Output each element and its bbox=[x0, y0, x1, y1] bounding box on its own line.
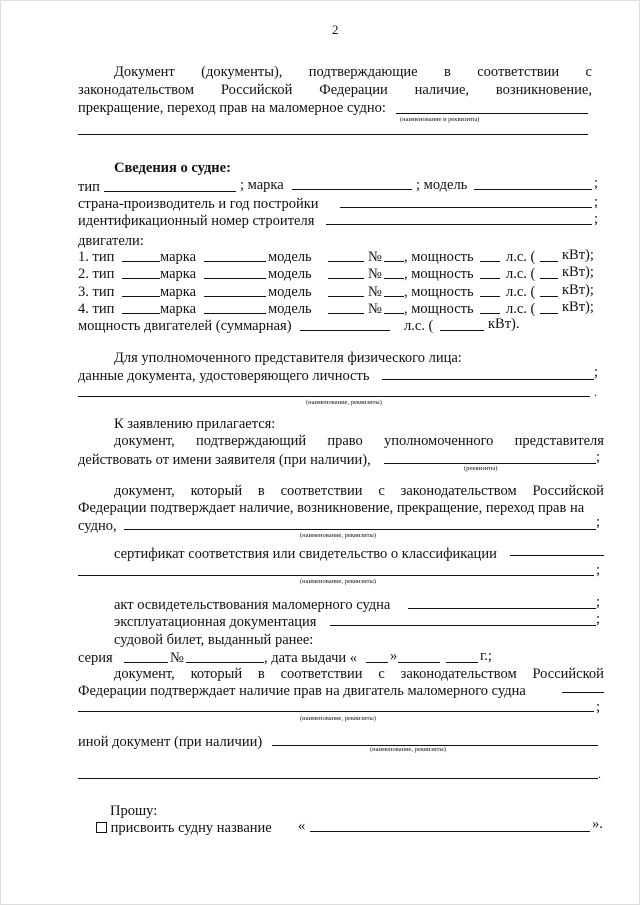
total-kw-field[interactable] bbox=[440, 330, 484, 331]
issue-date-label: , дата выдачи « bbox=[264, 650, 358, 666]
attach-1-line-2: действовать от имени заявителя (при наличии), bbox=[78, 452, 371, 468]
engine-kw-label: кВт); bbox=[562, 247, 594, 263]
engine-power-label: , мощность bbox=[404, 249, 474, 265]
rep-field[interactable] bbox=[382, 379, 594, 380]
engine-kw-field[interactable] bbox=[540, 278, 558, 279]
semicolon: ; bbox=[596, 562, 601, 578]
word: соответствии bbox=[477, 64, 560, 80]
doc-line-3: прекращение, переход прав на маломерное судно: bbox=[78, 100, 386, 116]
word: документ, bbox=[114, 433, 175, 449]
word: (документы), bbox=[201, 64, 283, 80]
quote-close: » bbox=[390, 648, 398, 664]
open-quote: « bbox=[298, 818, 306, 834]
attach-8-field-2[interactable] bbox=[78, 778, 598, 779]
vessel-name-field[interactable] bbox=[310, 831, 590, 832]
engine-kw-field[interactable] bbox=[540, 261, 558, 262]
attach-3-caption: (наименование, реквизиты) bbox=[300, 578, 376, 585]
word: возникновение, bbox=[495, 82, 592, 98]
attach-4-field[interactable] bbox=[408, 608, 596, 609]
word: с bbox=[585, 64, 592, 80]
total-kw-label: кВт). bbox=[488, 316, 520, 332]
engine-row bbox=[0, 284, 640, 302]
engine-brand-field[interactable] bbox=[204, 261, 266, 262]
doc-caption: (наименование и реквизиты) bbox=[400, 116, 480, 123]
engine-no-label: № bbox=[368, 284, 382, 300]
request-heading: Прошу: bbox=[110, 803, 158, 819]
engine-type-field[interactable] bbox=[122, 261, 160, 262]
engine-power-field[interactable] bbox=[480, 296, 500, 297]
engine-no-field[interactable] bbox=[384, 261, 404, 262]
semicolon: ; bbox=[594, 175, 599, 191]
engine-model-field[interactable] bbox=[328, 278, 364, 279]
number-field[interactable] bbox=[186, 662, 264, 663]
semicolon: ; bbox=[594, 194, 599, 210]
day-field[interactable] bbox=[366, 662, 388, 663]
engine-brand-label: марка bbox=[160, 284, 197, 300]
word: с bbox=[378, 666, 385, 682]
word: законодательством bbox=[400, 666, 517, 682]
attach-2-line-3: судно, bbox=[78, 518, 117, 534]
semicolon: ; bbox=[596, 699, 601, 715]
engine-power-label: , мощность bbox=[404, 301, 474, 317]
country-year-field[interactable] bbox=[340, 207, 592, 208]
attach-3-field[interactable] bbox=[510, 555, 604, 556]
word: право bbox=[327, 433, 363, 449]
engine-hp-label: л.с. ( bbox=[506, 301, 536, 317]
engine-power-label: , мощность bbox=[404, 266, 474, 282]
month-field[interactable] bbox=[398, 662, 440, 663]
request-option-label: присвоить судну название bbox=[110, 820, 272, 836]
engine-kw-label: кВт); bbox=[562, 282, 594, 298]
word: который bbox=[190, 483, 243, 499]
total-power-label: мощность двигателей (суммарная) bbox=[78, 318, 292, 334]
engine-no-label: № bbox=[368, 266, 382, 282]
close-quote: ». bbox=[592, 816, 603, 832]
doc-field-line[interactable] bbox=[396, 113, 588, 114]
engine-type-field[interactable] bbox=[122, 296, 160, 297]
rep-line-2: данные документа, удостоверяющего личность bbox=[78, 368, 370, 384]
page-number: 2 bbox=[332, 22, 339, 37]
number-label: № bbox=[170, 650, 184, 666]
word: Федерации bbox=[319, 82, 388, 98]
model-field[interactable] bbox=[474, 189, 592, 190]
attach-1-line-1 bbox=[114, 433, 604, 449]
engine-model-label: модель bbox=[268, 266, 312, 282]
word: законодательством bbox=[400, 483, 517, 499]
word: законодательством bbox=[78, 82, 195, 98]
attach-3-field-2[interactable] bbox=[78, 575, 594, 576]
total-hp-label: л.с. ( bbox=[404, 318, 434, 334]
semicolon: ; bbox=[596, 594, 601, 610]
engine-model-label: модель bbox=[268, 249, 312, 265]
attach-5-field[interactable] bbox=[330, 625, 596, 626]
series-field[interactable] bbox=[124, 662, 168, 663]
engine-model-field[interactable] bbox=[328, 313, 364, 314]
engine-brand-label: марка bbox=[160, 249, 197, 265]
engine-type-label: 4. тип bbox=[78, 301, 115, 317]
year-suffix: г.; bbox=[480, 648, 492, 664]
word: в bbox=[257, 483, 265, 499]
semicolon: ; bbox=[596, 514, 601, 530]
engines-label: двигатели: bbox=[78, 233, 144, 249]
engine-power-label: , мощность bbox=[404, 284, 474, 300]
attach-3: сертификат соответствия или свидетельство о классификации bbox=[114, 546, 497, 562]
type-field[interactable] bbox=[104, 191, 236, 192]
word: соответствии bbox=[280, 666, 363, 682]
engine-brand-field[interactable] bbox=[204, 313, 266, 314]
word: уполномоченного bbox=[384, 433, 494, 449]
attach-7-line-2: Федерации подтверждает наличие прав на двигатель маломерного судна bbox=[78, 683, 526, 699]
semicolon: ; bbox=[594, 211, 599, 227]
engine-type-field[interactable] bbox=[122, 278, 160, 279]
word: подтверждающий bbox=[196, 433, 307, 449]
engine-no-label: № bbox=[368, 249, 382, 265]
word: Российской bbox=[532, 483, 604, 499]
attach-heading: К заявлению прилагается: bbox=[114, 416, 276, 432]
attach-4: акт освидетельствования маломерного судна bbox=[114, 597, 391, 613]
engine-model-field[interactable] bbox=[328, 296, 364, 297]
word: подтверждающие bbox=[308, 64, 418, 80]
engine-row bbox=[0, 249, 640, 267]
rep-field-2[interactable] bbox=[78, 396, 590, 397]
engine-brand-field[interactable] bbox=[204, 278, 266, 279]
engine-brand-field[interactable] bbox=[204, 296, 266, 297]
engine-power-field[interactable] bbox=[480, 313, 500, 314]
word: с bbox=[378, 483, 385, 499]
attach-2-line-1 bbox=[114, 483, 604, 499]
engine-type-label: 2. тип bbox=[78, 266, 115, 282]
semicolon: ; bbox=[594, 364, 599, 380]
engine-kw-label: кВт); bbox=[562, 299, 594, 315]
engine-no-field[interactable] bbox=[384, 313, 404, 314]
attach-5: эксплуатационная документация bbox=[114, 614, 317, 630]
attach-1-caption: (реквизиты) bbox=[464, 465, 498, 472]
word: в bbox=[443, 64, 451, 80]
attach-1-field[interactable] bbox=[384, 463, 596, 464]
country-year-label: страна-производитель и год постройки bbox=[78, 196, 319, 212]
engine-row bbox=[0, 266, 640, 284]
doc-line-2 bbox=[78, 82, 592, 98]
attach-7-field-2[interactable] bbox=[78, 711, 594, 712]
engine-kw-label: кВт); bbox=[562, 264, 594, 280]
type-label: тип bbox=[78, 179, 100, 195]
period: . bbox=[594, 385, 597, 399]
attach-6: судовой билет, выданный ранее: bbox=[114, 632, 314, 648]
engine-type-label: 1. тип bbox=[78, 249, 115, 265]
word: который bbox=[190, 666, 243, 682]
rep-line-1: Для уполномоченного представителя физического лица: bbox=[114, 350, 462, 366]
attach-2-line-2: Федерации подтверждает наличие, возникновение, прекращение, переход прав на bbox=[78, 500, 585, 516]
series-label: серия bbox=[78, 650, 113, 666]
word: Российской bbox=[532, 666, 604, 682]
year-field[interactable] bbox=[446, 662, 478, 663]
brand-field[interactable] bbox=[292, 189, 412, 190]
engine-row bbox=[0, 301, 640, 319]
word: Российской bbox=[220, 82, 293, 98]
period: . bbox=[598, 767, 601, 781]
attach-2-caption: (наименование, реквизиты) bbox=[300, 532, 376, 539]
word: документ, bbox=[114, 483, 175, 499]
semicolon: ; bbox=[596, 611, 601, 627]
doc-field-line-2[interactable] bbox=[78, 134, 588, 135]
engine-model-label: модель bbox=[268, 284, 312, 300]
engine-hp-label: л.с. ( bbox=[506, 284, 536, 300]
engine-kw-field[interactable] bbox=[540, 296, 558, 297]
engine-hp-label: л.с. ( bbox=[506, 266, 536, 282]
engine-type-field[interactable] bbox=[122, 313, 160, 314]
word: документ, bbox=[114, 666, 175, 682]
attach-8-caption: (наименование, реквизиты) bbox=[370, 746, 446, 753]
word: Документ bbox=[114, 64, 175, 80]
attach-8: иной документ (при наличии) bbox=[78, 734, 263, 750]
doc-line-1 bbox=[114, 64, 592, 80]
engine-no-label: № bbox=[368, 301, 382, 317]
builder-id-field[interactable] bbox=[326, 224, 592, 225]
engine-brand-label: марка bbox=[160, 266, 197, 282]
word: наличие, bbox=[414, 82, 470, 98]
attach-7-caption: (наименование, реквизиты) bbox=[300, 715, 376, 722]
engine-no-field[interactable] bbox=[384, 278, 404, 279]
engine-type-label: 3. тип bbox=[78, 284, 115, 300]
engine-power-field[interactable] bbox=[480, 261, 500, 262]
rep-caption: (наименование, реквизиты) bbox=[306, 399, 382, 406]
word: соответствии bbox=[280, 483, 363, 499]
brand-label: ; марка bbox=[240, 177, 284, 193]
engine-brand-label: марка bbox=[160, 301, 197, 317]
engine-no-field[interactable] bbox=[384, 296, 404, 297]
attach-2-field[interactable] bbox=[124, 529, 596, 530]
vessel-heading: Сведения о судне: bbox=[114, 160, 231, 176]
attach-7-field[interactable] bbox=[562, 692, 604, 693]
semicolon: ; bbox=[596, 449, 601, 465]
word: представителя bbox=[514, 433, 604, 449]
word: в bbox=[257, 666, 265, 682]
attach-7-line-1 bbox=[114, 666, 604, 682]
engine-model-label: модель bbox=[268, 301, 312, 317]
engine-model-field[interactable] bbox=[328, 261, 364, 262]
request-option-row bbox=[96, 820, 272, 836]
model-label: ; модель bbox=[416, 177, 468, 193]
engine-power-field[interactable] bbox=[480, 278, 500, 279]
total-power-field[interactable] bbox=[300, 330, 390, 331]
builder-id-label: идентификационный номер строителя bbox=[78, 213, 315, 229]
engine-hp-label: л.с. ( bbox=[506, 249, 536, 265]
engine-kw-field[interactable] bbox=[540, 313, 558, 314]
checkbox[interactable] bbox=[96, 822, 107, 833]
